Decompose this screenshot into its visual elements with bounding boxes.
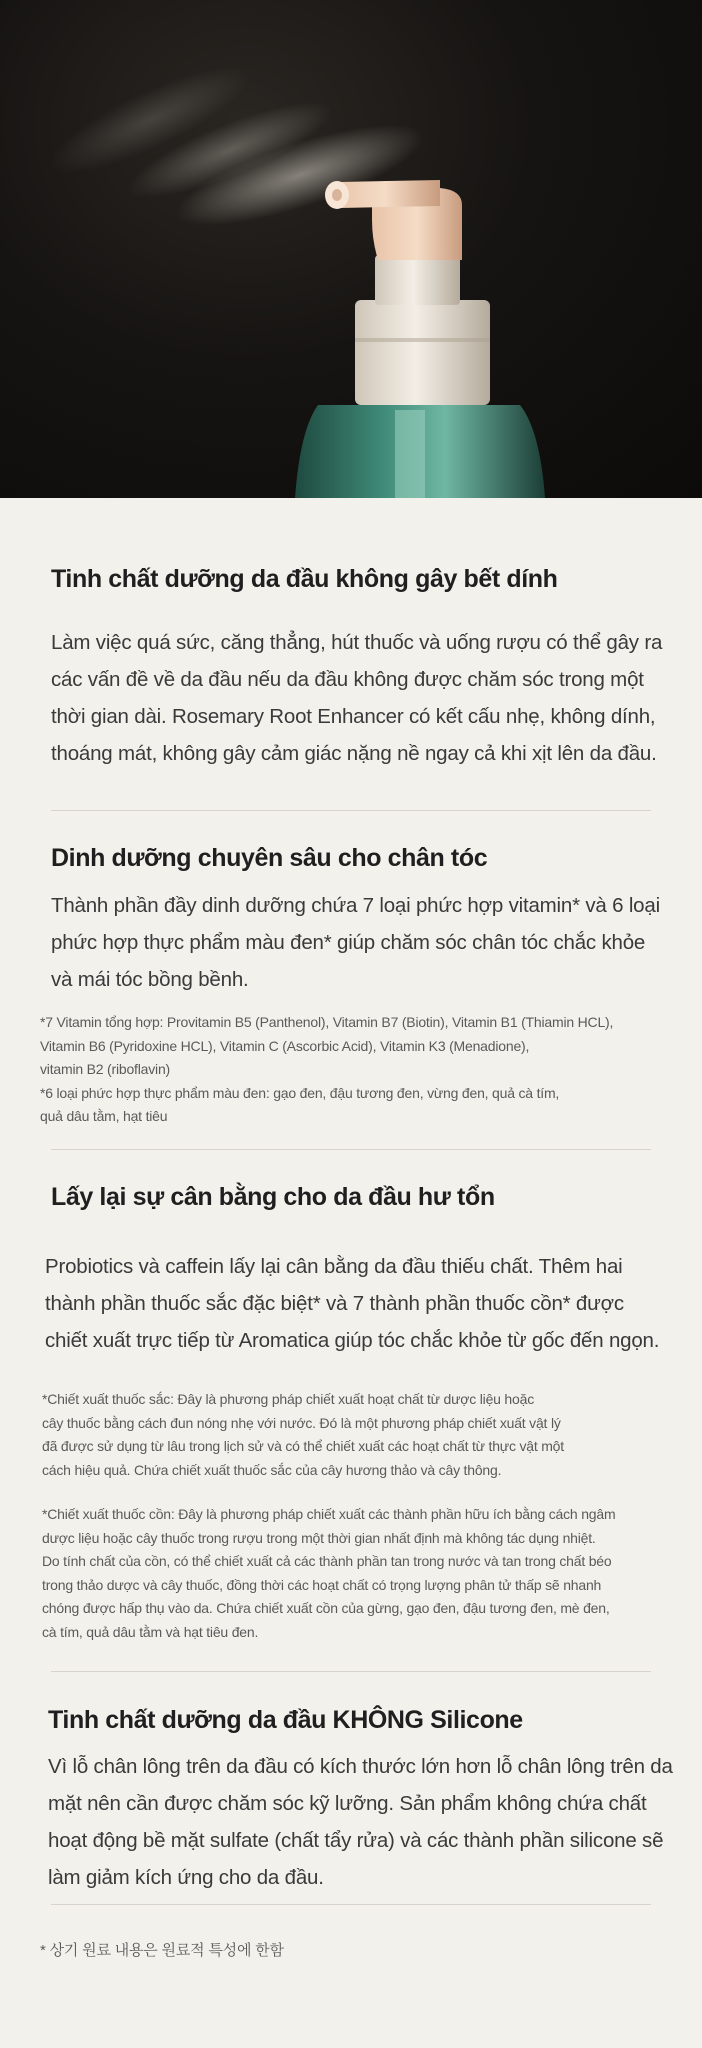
section3-footnote-decoction — [42, 1388, 564, 1482]
footnote-line: *Chiết xuất thuốc sắc: Đây là phương pháp chiết xuất hoạt chất từ dược liệu hoặc — [42, 1391, 534, 1407]
footnote-line: dược liệu hoặc cây thuốc trong rượu trong một thời gian nhất định mà không tác dụng nhiệt. — [42, 1529, 596, 1546]
section3-footnote-tincture — [42, 1503, 615, 1644]
footnote-line: *7 Vitamin tổng hợp: Provitamin B5 (Panthenol), Vitamin B7 (Biotin), Vitamin B1 (Thiamin HCL), — [40, 1014, 614, 1030]
footnote-line: *Chiết xuất thuốc cồn: Đây là phương pháp chiết xuất các thành phần hữu ích bằng cách ngâm — [42, 1506, 616, 1522]
hero-spray-bottle-photo — [0, 0, 702, 498]
footnote-line: *6 loại phức hợp thực phẩm màu đen: gạo đen, đậu tương đen, vừng đen, quả cà tím, — [40, 1084, 560, 1101]
section1-body — [51, 624, 662, 772]
section4-body — [48, 1748, 673, 1896]
divider — [51, 810, 651, 811]
section1-line: các vấn đề về da đầu nếu da đầu không được chăm sóc trong một — [51, 668, 644, 691]
section4-line: hoạt động bề mặt sulfate (chất tẩy rửa) và các thành phần silicone sẽ — [48, 1829, 664, 1852]
section1-title: Tinh chất dưỡng da đầu không gây bết dính — [51, 565, 558, 593]
section3-body — [45, 1248, 659, 1359]
section2-title: Dinh dưỡng chuyên sâu cho chân tóc — [51, 844, 488, 872]
footnote-line: trong thảo dược và cây thuốc, đồng thời các hoạt chất có trọng lượng phân tử thấp sẽ nhanh — [42, 1576, 602, 1593]
section2-footnote — [40, 1011, 613, 1129]
section1-line: thời gian dài. Rosemary Root Enhancer có kết cấu nhẹ, không dính, — [51, 705, 656, 728]
footnote-line: đã được sử dụng từ lâu trong lịch sử và có thể chiết xuất các hoạt chất từ thực vật một — [42, 1438, 564, 1454]
footnote-line: cây thuốc bằng cách đun nóng nhẹ với nước. Đó là một phương pháp chiết xuất vật lý — [42, 1414, 561, 1431]
section3-line: Probiotics và caffein lấy lại cân bằng da đầu thiếu chất. Thêm hai — [45, 1255, 623, 1278]
section4-line: mặt nên cần được chăm sóc kỹ lưỡng. Sản phẩm không chứa chất — [48, 1792, 647, 1815]
spray-bottle-illustration — [0, 0, 702, 498]
section4-line: Vì lỗ chân lông trên da đầu có kích thước lớn hơn lỗ chân lông trên da — [48, 1755, 673, 1778]
section1-line: thoáng mát, không gây cảm giác nặng nề ngay cả khi xịt lên da đầu. — [51, 742, 657, 765]
section1-line: Làm việc quá sức, căng thẳng, hút thuốc và uống rượu có thể gây ra — [51, 631, 663, 654]
footnote-line: Vitamin B6 (Pyridoxine HCL), Vitamin C (Ascorbic Acid), Vitamin K3 (Menadione), — [40, 1037, 530, 1054]
section2-line: Thành phần đầy dinh dưỡng chứa 7 loại phức hợp vitamin* và 6 loại — [51, 894, 660, 917]
footnote-line: cách hiệu quả. Chứa chiết xuất thuốc sắc của cây hương thảo và cây thông. — [42, 1461, 502, 1478]
footnote-line: chóng được hấp thụ vào da. Chứa chiết xuất cồn của gừng, gạo đen, đậu tương đen, mè đen, — [42, 1600, 610, 1616]
section4-line: làm giảm kích ứng cho da đầu. — [48, 1866, 324, 1889]
divider — [51, 1904, 651, 1905]
section3-line: chiết xuất trực tiếp từ Aromatica giúp tóc chắc khỏe từ gốc đến ngọn. — [45, 1329, 660, 1352]
footnote-line: vitamin B2 (riboflavin) — [40, 1061, 170, 1077]
footnote-line: quả dâu tằm, hạt tiêu — [40, 1108, 168, 1124]
section3-title: Lấy lại sự cân bằng cho da đầu hư tổn — [51, 1183, 495, 1211]
section4-title: Tinh chất dưỡng da đầu KHÔNG Silicone — [48, 1706, 523, 1734]
section2-line: phức hợp thực phẩm màu đen* giúp chăm sóc chân tóc chắc khỏe — [51, 931, 646, 954]
divider — [51, 1149, 651, 1150]
footnote-line: Do tính chất của cồn, có thể chiết xuất cả các thành phần tan trong nước và tan trong chất béo — [42, 1553, 612, 1569]
divider — [51, 1671, 651, 1672]
section2-body — [51, 887, 660, 998]
bottom-note: * 상기 원료 내용은 원료적 특성에 한함 — [40, 1942, 284, 1959]
footnote-line: cà tím, quả dâu tằm và hạt tiêu đen. — [42, 1623, 259, 1640]
section3-line: thành phần thuốc sắc đặc biệt* và 7 thành phần thuốc cồn* được — [45, 1292, 624, 1315]
section2-line: và mái tóc bồng bềnh. — [51, 968, 249, 991]
